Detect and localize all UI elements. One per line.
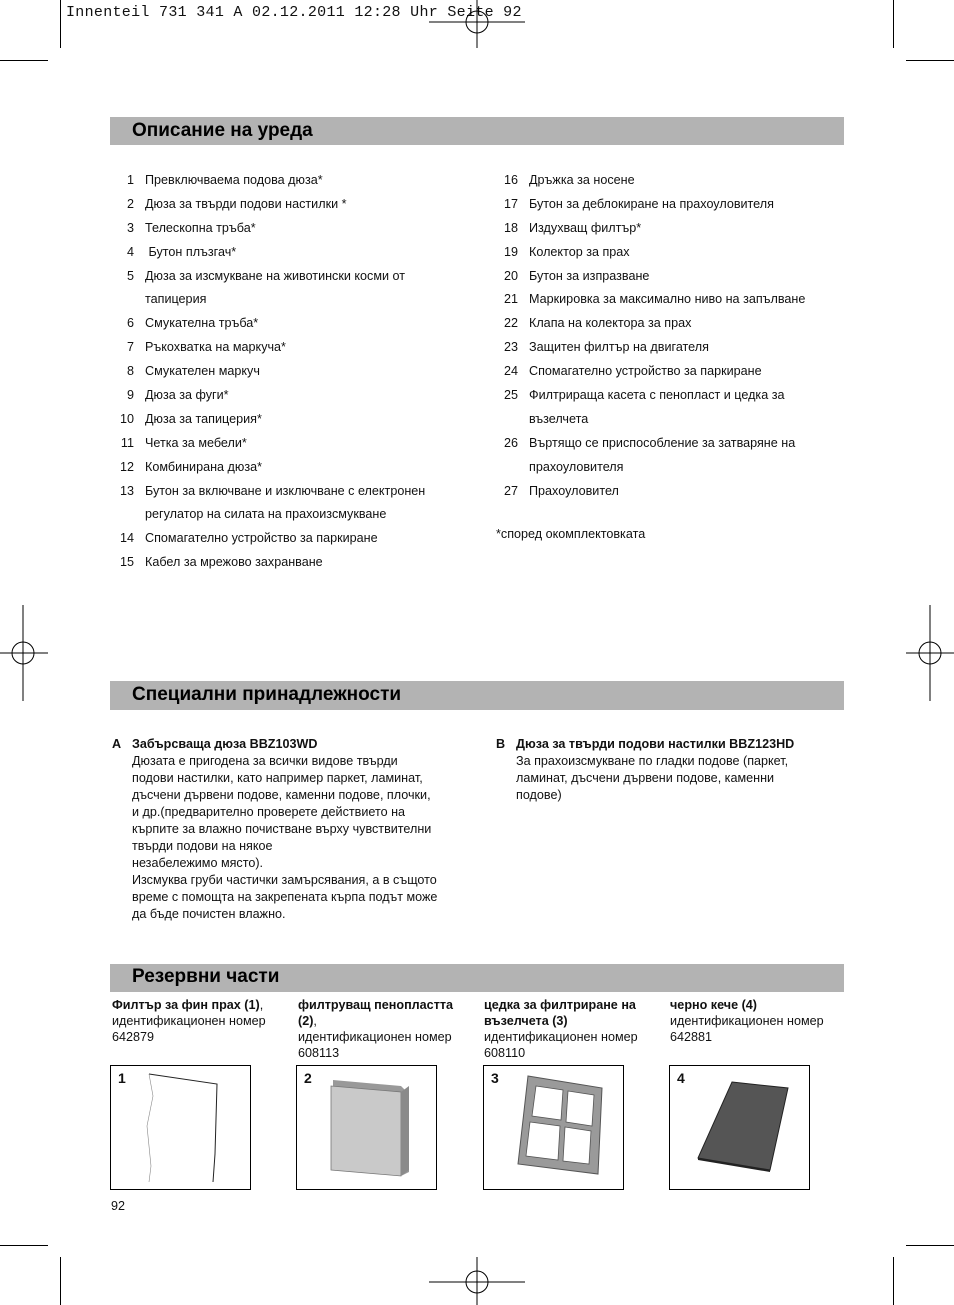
list-item: 4 Бутон плъзгач* [126,244,237,259]
list-item: 23 Защитен филтър на двигателя [503,340,709,355]
spare-part-2: филтруващ пенопластта (2), идентификационен номер 608113 [298,998,454,1060]
spare-part-4: черно кече (4) идентификационен номер 642881 [670,998,824,1044]
list-item: 19 Колектор за прах [503,244,630,259]
list-item: 27 Прахоуловител [503,483,619,498]
list-item: 6 Смукателна тръба* [126,316,259,331]
list-item: 17 Бутон за деблокиране на прахоуловителя [503,196,774,211]
list-item: 13 Бутон за включване и изключване с електронен [119,483,426,498]
list-item: 11 Четка за мебели* [120,435,247,450]
list-item: 8 Смукателен маркуч [126,364,260,379]
accessory-letter: A [112,737,122,751]
figure-foam-filter [296,1065,437,1190]
section-title: Описание на уреда [132,120,313,141]
list-item: 3 Телескопна тръба* [126,220,256,235]
list-item: 18 Издухващ филтър* [503,220,642,235]
list-item: 7 Ръкохватка на маркуча* [126,340,286,355]
section-header-description [110,117,844,145]
list-item: 14 Спомагателно устройство за паркиране [119,531,378,546]
parts-list-right [494,169,844,503]
footnote: *според окомплектовката [496,527,646,541]
figure-number: 1 [118,1070,126,1086]
section-title: Резервни части [132,966,280,987]
figure-black-felt [669,1065,810,1190]
list-item: 1 Превключваема подова дюза* [126,173,323,187]
list-item: 20 Бутон за изпразване [503,268,650,283]
lint-strainer-icon [484,1066,623,1189]
section-header-accessories [110,681,844,710]
accessory-title: Забърсваща дюза BBZ103WD [132,737,318,751]
accessory-title: Дюза за твърди подови настилки BBZ123HD [516,737,795,751]
figure-number: 3 [491,1070,499,1086]
print-header: Innenteil 731 341 A 02.12.2011 12:28 Uhr Seite 92 [66,4,522,21]
figure-fine-dust-filter [110,1065,251,1190]
foam-filter-icon [297,1066,436,1189]
spare-part-1: Филтър за фин прах (1), идентификационен номер 642879 [112,998,266,1044]
list-item: 24 Спомагателно устройство за паркиране [503,364,762,379]
list-item: 9 Дюза за фуги* [126,388,229,403]
list-item: прахоуловителя [529,459,624,474]
fine-dust-filter-icon [111,1066,250,1189]
figure-number: 4 [677,1070,685,1086]
list-item: 25 Филтрираща касета с пенопласт и цедка за [503,388,785,403]
list-item: 15 Кабел за мрежово захранване [119,555,323,570]
accessory-description: За прахоизсмукване по гладки подове (паркет, ламинат, дъсчени дървени подове, каменни подове) [516,754,789,802]
list-item: тапицерия [145,292,207,307]
black-felt-icon [670,1066,809,1189]
figure-number: 2 [304,1070,312,1086]
parts-list-left [110,169,470,575]
list-item: 26 Въртящо се приспособление за затваряне на [503,435,796,450]
list-item: регулатор на силата на прахоизсмукване [145,507,387,522]
figure-lint-strainer [483,1065,624,1190]
list-item: 5 Дюза за изсмукване на животински косми от [126,268,406,283]
page-number: 92 [111,1199,126,1213]
list-item: 21 Маркировка за максимално ниво на запълване [503,292,806,307]
section-title: Специални принадлежности [132,684,402,705]
list-item: 22 Клапа на колектора за прах [503,316,692,331]
spare-part-3: цедка за филтриране на възелчета (3) идентификационен номер 608110 [484,998,638,1060]
list-item: 12 Комбинирана дюза* [119,459,263,474]
list-item: 16 Дръжка за носене [503,173,635,187]
section-header-spare-parts [110,964,844,992]
list-item: 2 Дюза за твърди подови настилки * [126,196,347,211]
list-item: 10 Дюза за тапицерия* [119,411,262,426]
accessory-description: Дюзата е пригодена за всички видове твърди подови настилки, като например паркет, ламинат, дъсчени дървени подове, каменни подове, плочки, и др.(предварително проверете действието на кърпите за влажно почистване върху чувствителни твърди подови на някое незабележимо място). Изсмуква груби частички замърсявания, а в същото време с помощта на закрепената кърпа подът може да бъде почистен влажно. [132,754,438,921]
accessory-letter: B [496,737,506,751]
list-item: възелчета [529,411,589,426]
